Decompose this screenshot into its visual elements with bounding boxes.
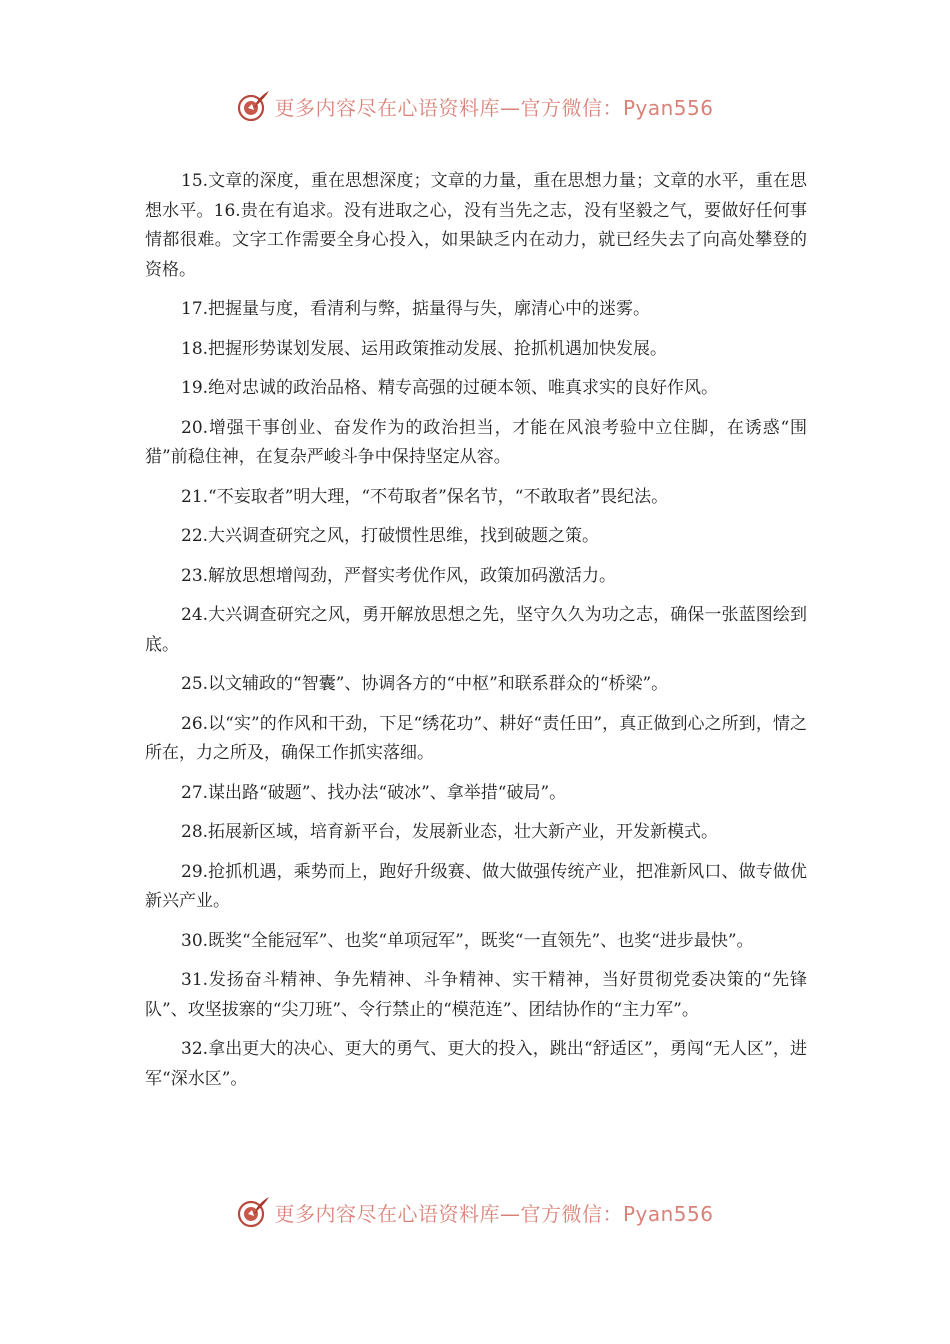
paragraph: 22.大兴调查研究之风，打破惯性思维，找到破题之策。: [181, 526, 600, 546]
paragraph: 27.谋出路“破题”、找办法“破冰”、拿举措“破局”。: [181, 782, 567, 803]
quill-seal-icon: [236, 1195, 270, 1229]
paragraph: 17.把握量与度，看清利与弊，掂量得与失，廓清心中的迷雾。: [181, 299, 651, 319]
paragraph: 28.拓展新区域，培育新平台，发展新业态，壮大新产业，开发新模式。: [181, 822, 719, 842]
paragraph: 29.抢抓机遇，乘势而上，跑好升级赛、做大做强传统产业，把准新风口、做专做优新兴产业。: [145, 861, 807, 911]
paragraph: 15.文章的深度，重在思想深度；文章的力量，重在思想力量；文章的水平，重在思想水平。16.贵在有追求。没有进取之心，没有当先之志，没有坚毅之气，要做好任何事情都很难。文字工作需要全身心投入，如果缺乏内在动力，就已经失去了向高处攀登的资格。: [145, 171, 807, 280]
paragraph: 31.发扬奋斗精神、争先精神、斗争精神、实干精神，当好贯彻党委决策的“先锋队”、攻坚拔寨的“尖刀班”、令行禁止的“模范连”、团结协作的“主力军”。: [145, 970, 807, 1020]
header-banner-text: 更多内容尽在心语资料库—官方微信：Pyan556: [274, 95, 714, 120]
footer-banner-text: 更多内容尽在心语资料库—官方微信：Pyan556: [274, 1201, 714, 1226]
paragraph: 23.解放思想增闯劲，严督实考优作风，政策加码激活力。: [181, 565, 617, 586]
paragraph: 32.拿出更大的决心、更大的勇气、更大的投入，跳出“舒适区”，勇闯“无人区”，进军“深水区”。: [145, 1039, 807, 1089]
paragraph: 26.以“实”的作风和干劲，下足“绣花功”、耕好“责任田”，真正做到心之所到，情之所在，力之所及，确保工作抓实落细。: [145, 713, 807, 763]
paragraph: 24.大兴调查研究之风，勇开解放思想之先，坚守久久为功之志，确保一张蓝图绘到底。: [145, 605, 807, 655]
footer-banner: [0, 1192, 950, 1232]
paragraph: 21.“不妄取者”明大理，“不苟取者”保名节，“不敢取者”畏纪法。: [181, 486, 669, 507]
paragraph: 19.绝对忠诚的政治品格、精专高强的过硬本领、唯真求实的良好作风。: [181, 378, 719, 398]
paragraph: 18.把握形势谋划发展、运用政策推动发展、抢抓机遇加快发展。: [181, 338, 668, 359]
document-body: [145, 167, 807, 1104]
paragraph: 30.既奖“全能冠军”、也奖“单项冠军”，既奖“一直领先”、也奖“进步最快”。: [181, 930, 754, 951]
paragraph: 20.增强干事创业、奋发作为的政治担当，才能在风浪考验中立住脚，在诱惑“围猎”前稳住神，在复杂严峻斗争中保持坚定从容。: [145, 417, 807, 467]
paragraph: 25.以文辅政的“智囊”、协调各方的“中枢”和联系群众的“桥梁”。: [181, 674, 669, 694]
quill-seal-icon: [236, 89, 270, 123]
header-banner: [0, 86, 950, 126]
